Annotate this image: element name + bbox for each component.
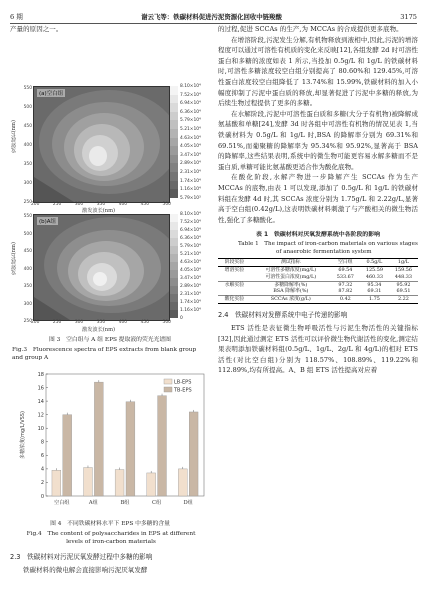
ytick: 550: [23, 214, 32, 219]
table-cell: 533.67: [336, 273, 354, 280]
ytick: 350: [23, 284, 32, 289]
bar-lb-eps: [84, 468, 93, 496]
cbar-label: 8.10×10⁴: [180, 212, 201, 217]
fig3-caption-en: Fig.3 Fluorescence spectra of EPS extracts from blank group and group A: [12, 347, 197, 362]
xtick: 250: [52, 320, 62, 325]
issue-number: 6 期: [10, 13, 23, 21]
y-axis-label: 多糖浓度(mg/L/VSS): [20, 411, 26, 459]
fig3a-yticks: [20, 86, 32, 209]
paragraph-1: 的过程,促进 SCCAs 的生产,为 MCCAs 的合成提供更多底物。: [218, 25, 403, 33]
x-tick-label: C组: [152, 500, 162, 506]
table-1-title-cn: 表 1 铁碳材料对厌氧发酵系统中各阶段的影响: [256, 232, 380, 239]
fig4-bar-chart-svg: [10, 368, 210, 526]
cbar-label: 4.05×10⁴: [180, 268, 201, 273]
table-cell: [218, 274, 251, 281]
xtick: 500: [162, 320, 171, 325]
table-cell: 97.32: [331, 281, 360, 288]
xtick: 300: [74, 320, 84, 325]
cbar-label: 6.36×10⁴: [180, 109, 201, 115]
y-tick-label: 12: [37, 412, 44, 419]
table-cell: 87.82: [338, 288, 353, 295]
ytick: 450: [23, 124, 32, 129]
fig3b-panel-label: (b)A组: [39, 219, 57, 225]
table-cell: 69.51: [396, 288, 411, 295]
fig3b-xticks: [31, 320, 171, 325]
cbar-label: 3.47×10⁴: [180, 152, 201, 158]
bar-tb-eps: [126, 402, 135, 496]
x-tick-label: 空白组: [54, 500, 70, 506]
table-cell: 2.22: [389, 296, 418, 304]
xtick: 350: [96, 320, 106, 325]
table-cell: 酸化实验: [218, 296, 251, 304]
fig3b-colorbar-labels: [180, 211, 201, 323]
table-header-cell: 测试指标: [281, 259, 301, 266]
table-cell: 125.59: [365, 267, 383, 274]
ytick: 500: [23, 231, 32, 237]
y-tick-label: 2: [40, 480, 44, 487]
section-2-3-text: 铁碳材料的微电解会直接影响污泥厌氧发酵: [23, 566, 148, 574]
fig3a-colorbar: [170, 86, 178, 198]
table-header-cell: 0.5g/L: [366, 259, 383, 266]
bar-tb-eps: [63, 415, 72, 496]
paragraph-2: 在增溶阶段,污泥发生分解,有机物释放到液相中,因此,污泥的增溶程度可以通过可溶性有机质的变化来反映[12],各组发酵 2d 时可溶性蛋白和多糖的浓度如表 1 所示,当投加 0.5g/L 和 1g/L 的铁碳材料时,可溶性多糖浓度较空白组分别提高了 80.60%和 129.45%,可溶性蛋白浓度较空白组降低了 13.74%和 15.99%,铁碳材料的加入小幅度抑制了污泥中蛋白质的释放,却显著促进了污泥中多糖的释放,为后续生物过程提供了更多的多糖。: [218, 35, 418, 108]
cbar-label: 1.74×10⁴: [180, 300, 201, 305]
bar-lb-eps: [178, 469, 187, 496]
fig3a-contour-map: [33, 86, 170, 203]
table-header-cell: 空白组: [338, 259, 353, 266]
ytick: 450: [23, 249, 32, 254]
bar-lb-eps: [115, 470, 124, 496]
cbar-label: 2.89×10⁴: [180, 161, 201, 167]
xtick: 400: [118, 202, 128, 207]
ytick: 400: [23, 143, 32, 148]
fig3b-ylabel: 发射波长(nm): [11, 242, 17, 276]
table-1-title-en-1: Table 1 The impact of iron-carbon materials on various stages: [238, 241, 418, 248]
table-cell: 多糖降解率(%): [251, 281, 331, 288]
cbar-label: 4.63×10⁴: [180, 135, 201, 141]
table-cell: 69.54: [338, 267, 353, 274]
xtick: 500: [162, 202, 171, 207]
table-cell: 460.33: [365, 273, 383, 280]
y-tick-label: 6: [40, 453, 44, 460]
fig4-caption-en: Fig.4 The content of polysaccharides in EPS at different levels of iron-carbon materials: [26, 531, 196, 546]
cbar-label: 2.31×10⁴: [180, 292, 201, 297]
ytick: 400: [23, 266, 32, 272]
cbar-label: 4.63×10⁴: [180, 260, 201, 265]
table-row: [218, 267, 418, 274]
fig3-panel-a: [10, 84, 210, 214]
cbar-label: 2.89×10⁴: [180, 284, 201, 289]
cbar-label: 0: [180, 316, 183, 321]
table-cell: 水解实验: [218, 281, 251, 288]
fig3a-colorbar-labels: [180, 83, 201, 203]
legend-swatch: [164, 387, 172, 392]
cbar-label: 5.79×10³: [180, 195, 201, 201]
table-cell: 69.31: [367, 288, 382, 295]
fig3-caption-cn: 图 3 空白组与 A 组 EPS 提取液的荧光光谱图: [49, 337, 171, 343]
bar-lb-eps: [52, 470, 61, 496]
running-title: 谢云飞等：铁碳材料促进污泥资源化回收中链羧酸: [141, 13, 282, 21]
table-cell: BSA 降解率(%): [273, 288, 309, 295]
bar-tb-eps: [158, 396, 167, 496]
section-2-4-title: 2.4 铁碳材料对发酵系统中电子传递的影响: [218, 311, 348, 320]
table-cell: 0.42: [331, 296, 360, 304]
cbar-label: 6.36×10⁴: [180, 236, 201, 241]
xtick: 300: [74, 202, 84, 207]
fig4-chart: [10, 368, 210, 526]
left-column: [10, 24, 210, 599]
ytick: 250: [23, 200, 32, 205]
page-number: 3175: [400, 13, 417, 21]
table-cell: [218, 288, 251, 295]
cbar-label: 1.16×10⁴: [180, 308, 201, 313]
table-row: [218, 274, 418, 281]
xtick: 450: [140, 320, 149, 325]
table-row: [218, 296, 418, 304]
cbar-label: 2.31×10⁴: [180, 169, 201, 175]
y-tick-label: 16: [37, 385, 44, 392]
intro-line: 产量的原因之一。: [10, 25, 63, 33]
bar-lb-eps: [147, 473, 156, 496]
y-tick-label: 14: [37, 398, 44, 405]
legend-label: LB-EPS: [174, 379, 192, 386]
cbar-label: 5.79×10⁴: [180, 118, 201, 124]
cbar-label: 5.21×10⁴: [180, 126, 201, 132]
table-header-cell: 阶段实验: [224, 259, 245, 266]
cbar-label: 6.94×10⁴: [180, 101, 201, 107]
paragraph-3: 在水解阶段,污泥中可溶性蛋白质和多糖(大分子有机物)被降解成氨基酸和单糖[24],发酵 3d 时各组中可溶性有机物的情况见表 1,当铁碳材料为 0.5g/L 和 1g/L 时,BSA 的降解率分别为 69.31%和 69.51%,而葡聚糖的降解率为 95.34%和 95.92%,显著高于 BSA 的降解率,这些结果表明,系统中的微生物可能更容易水解多糖而不是蛋白质,单糖可能比氨基酸更适合作为酸化底物。: [218, 109, 418, 171]
x-tick-label: B组: [120, 500, 130, 506]
ytick: 350: [23, 162, 32, 167]
cbar-label: 1.16×10⁴: [180, 187, 201, 193]
y-tick-label: 4: [40, 466, 44, 473]
fig3a-ylabel: 发射波长(nm): [11, 120, 17, 154]
table-header-cell: 1g/L: [397, 259, 410, 266]
fig3b-xlabel: 激发波长(nm): [82, 327, 116, 333]
cbar-label: 1.74×10⁴: [180, 178, 201, 184]
table-1-block: [218, 231, 418, 304]
fig3b-yticks: [20, 214, 32, 327]
table-1: [218, 258, 418, 304]
table-row: [218, 281, 418, 288]
table-cell: 1.75: [360, 296, 389, 304]
xtick: 350: [96, 202, 106, 207]
fig3-panel-b: [10, 214, 210, 334]
table-cell: 95.92: [389, 281, 418, 288]
table-cell: 95.34: [360, 281, 389, 288]
legend-label: TB-EPS: [174, 387, 192, 394]
cbar-label: 5.79×10⁴: [180, 244, 201, 249]
y-tick-label: 18: [37, 371, 44, 378]
y-tick-label: 8: [40, 439, 44, 446]
right-column: [218, 24, 418, 376]
cbar-label: 7.52×10⁴: [180, 92, 201, 98]
table-header-row: [218, 259, 418, 267]
cbar-label: 4.05×10⁴: [180, 144, 201, 150]
legend-swatch: [164, 379, 172, 384]
cbar-label: 3.47×10⁴: [180, 276, 201, 281]
table-cell: 159.56: [394, 267, 413, 274]
cbar-label: 6.94×10⁴: [180, 228, 201, 233]
x-tick-label: A组: [88, 500, 98, 506]
fig4-caption-cn: 图 4 不同铁碳材料水平下 EPS 中多糖的含量: [50, 521, 170, 527]
table-row: [218, 288, 418, 295]
table-1-title-en-2: of anaerobic fermentation system: [276, 249, 372, 256]
paragraph-4: 在酸化阶段,水解产物进一步降解产生 SCCAs 作为生产 MCCAs 的底物,由表 1 可以发现,添加了 0.5g/L 和 1g/L 的铁碳材料组在发酵 4d 时,其 SCCAs 浓度分别为 1.75g/L 和 2.22g/L,显著高于空白组(0.42g/L),这表明铁碳材料刺激了与产酸相关的微生物活性,强化了多糖酸化。: [218, 173, 418, 224]
ytick: 300: [23, 181, 32, 186]
bar-tb-eps: [189, 412, 198, 496]
cbar-label: 8.10×10⁴: [180, 84, 201, 89]
section-2-3-title: 2.3 铁碳材料对污泥厌氧发酵过程中多糖的影响: [10, 553, 153, 561]
ytick: 500: [23, 105, 32, 110]
table-cell: SCCAs 浓度(g/L): [251, 296, 331, 304]
xtick: 250: [52, 202, 62, 207]
y-tick-label: 0: [40, 493, 44, 500]
y-tick-label: 10: [37, 426, 44, 433]
fig3a-xlabel: 激发波长(nm): [82, 208, 116, 214]
ytick: 250: [23, 319, 32, 324]
xtick: 200: [31, 320, 40, 325]
fig3b-colorbar: [170, 214, 178, 318]
ytick: 550: [23, 86, 32, 91]
bar-tb-eps: [94, 382, 103, 496]
table-cell: 可溶性蛋白浓度(mg/L): [265, 273, 317, 280]
fig3a-panel-label: (a)空白组: [39, 91, 64, 97]
table-cell: 可溶性多糖浓度(mg/L): [265, 267, 317, 274]
table-cell: 448.33: [394, 273, 413, 280]
x-tick-label: D组: [183, 500, 193, 506]
section-2-4-text: ETS 活性是表征微生物呼吸活性与污泥生物活性的关键指标[32],因此通过测定 ETS 活性可以评价微生物代谢活性的变化,测定结果表明添加铁碳材料组(0.5g/L、1g/L、2g/L 和 4g/L)的相对 ETS 活性(对比空白组)分别为 118.57%、108.89%、119.22%和 112.89%,均有所提高。A、B 组 ETS 活性提高对应着: [218, 324, 418, 375]
fig3b-contour-map: [33, 214, 170, 321]
ytick: 300: [23, 301, 32, 307]
table-cell: 增溶实验: [224, 267, 245, 274]
page-header: [10, 7, 417, 24]
xtick: 450: [140, 202, 149, 207]
cbar-label: 5.21×10⁴: [180, 252, 201, 257]
xtick: 200: [31, 202, 40, 207]
cbar-label: 7.52×10⁴: [180, 220, 201, 225]
xtick: 400: [118, 320, 128, 325]
